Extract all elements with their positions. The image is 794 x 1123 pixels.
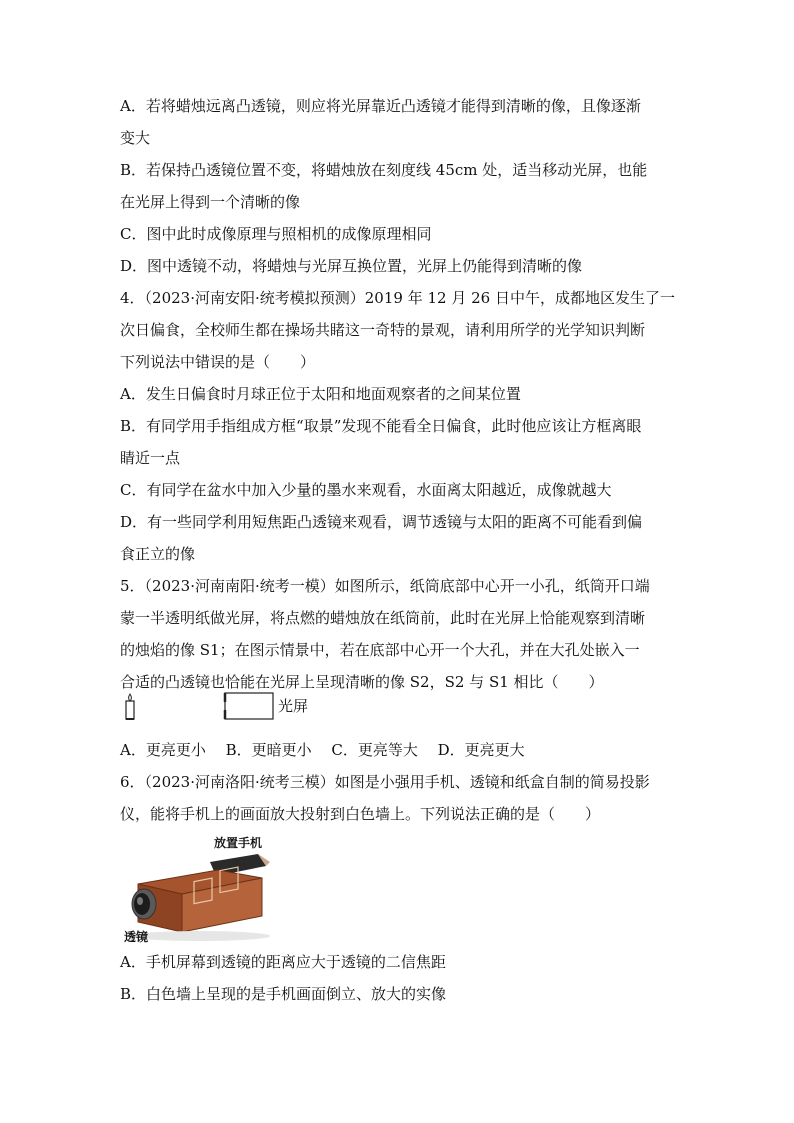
q5-stem-line1: 5．（2023·河南南阳·统考一模）如图所示，纸筒底部中心开一小孔，纸筒开口端 xyxy=(120,577,650,595)
screen-label: 光屏 xyxy=(278,697,309,715)
lens-icon xyxy=(132,889,156,919)
paper-tube-icon xyxy=(225,693,273,719)
phone-label: 放置手机 xyxy=(214,836,263,850)
q6-option-a: A．手机屏幕到透镜的距离应大于透镜的二信焦距 xyxy=(120,953,446,971)
q4-option-b-line2: 睛近一点 xyxy=(120,449,181,467)
q3-option-b-line1: B．若保持凸透镜位置不变，将蜡烛放在刻度线 45cm 处，适当移动光屏，也能 xyxy=(120,161,648,179)
q5-stem-line2: 蒙一半透明纸做光屏，将点燃的蜡烛放在纸筒前，此时在光屏上恰能观察到清晰 xyxy=(120,609,646,627)
q4-stem-line1: 4．（2023·河南安阳·统考模拟预测）2019 年 12 月 26 日中午，成都地区发生了一 xyxy=(120,289,675,307)
candle-icon xyxy=(126,694,134,719)
candle-tube-drawing xyxy=(120,690,280,724)
q3-option-b-line2: 在光屏上得到一个清晰的像 xyxy=(120,193,301,211)
q4-option-d-line1: D．有一些同学利用短焦距凸透镜来观看，调节透镜与太阳的距离不可能看到偏 xyxy=(120,513,643,531)
q3-option-c: C．图中此时成像原理与照相机的成像原理相同 xyxy=(120,225,432,243)
q5-stem-line3: 的烛焰的像 S1；在图示情景中，若在底部中心开一个大孔，并在大孔处嵌入一 xyxy=(120,641,640,659)
lens-label: 透镜 xyxy=(124,930,149,944)
q6-option-b: B．白色墙上呈现的是手机画面倒立、放大的实像 xyxy=(120,985,447,1003)
q5-options: A．更亮更小 B．更暗更小 C．更亮等大 D．更亮更大 xyxy=(120,741,525,759)
q4-stem-line3: 下列说法中错误的是（ ） xyxy=(120,353,316,371)
q5-stem-line4: 合适的凸透镜也恰能在光屏上呈现清晰的像 S2，S2 与 S1 相比（ ） xyxy=(120,673,604,691)
candle-screen-diagram xyxy=(120,690,420,724)
q3-option-a-line1: A．若将蜡烛远离凸透镜，则应将光屏靠近凸透镜才能得到清晰的像，且像逐渐 xyxy=(120,97,641,115)
q6-stem-line2: 仪，能将手机上的画面放大投射到白色墙上。下列说法正确的是（ ） xyxy=(120,805,601,823)
q4-option-b-line1: B．有同学用手指组成方框“取景”发现不能看全日偏食，此时他应该让方框离眼 xyxy=(120,417,642,435)
q3-option-a-line2: 变大 xyxy=(120,129,151,147)
q6-stem-line1: 6．（2023·河南洛阳·统考三模）如图是小强用手机、透镜和纸盒自制的简易投影 xyxy=(120,773,650,791)
q4-stem-line2: 次日偏食，全校师生都在操场共睹这一奇特的景观，请利用所学的光学知识判断 xyxy=(120,321,646,339)
q4-option-d-line2: 食正立的像 xyxy=(120,545,196,563)
q3-option-d: D．图中透镜不动，将蜡烛与光屏互换位置，光屏上仍能得到清晰的像 xyxy=(120,257,583,275)
q4-option-c: C．有同学在盆水中加入少量的墨水来观看，水面离太阳越近，成像就越大 xyxy=(120,481,612,499)
q4-option-a: A．发生日偏食时月球正位于太阳和地面观察者的之间某位置 xyxy=(120,385,521,403)
projector-photo xyxy=(120,832,280,944)
